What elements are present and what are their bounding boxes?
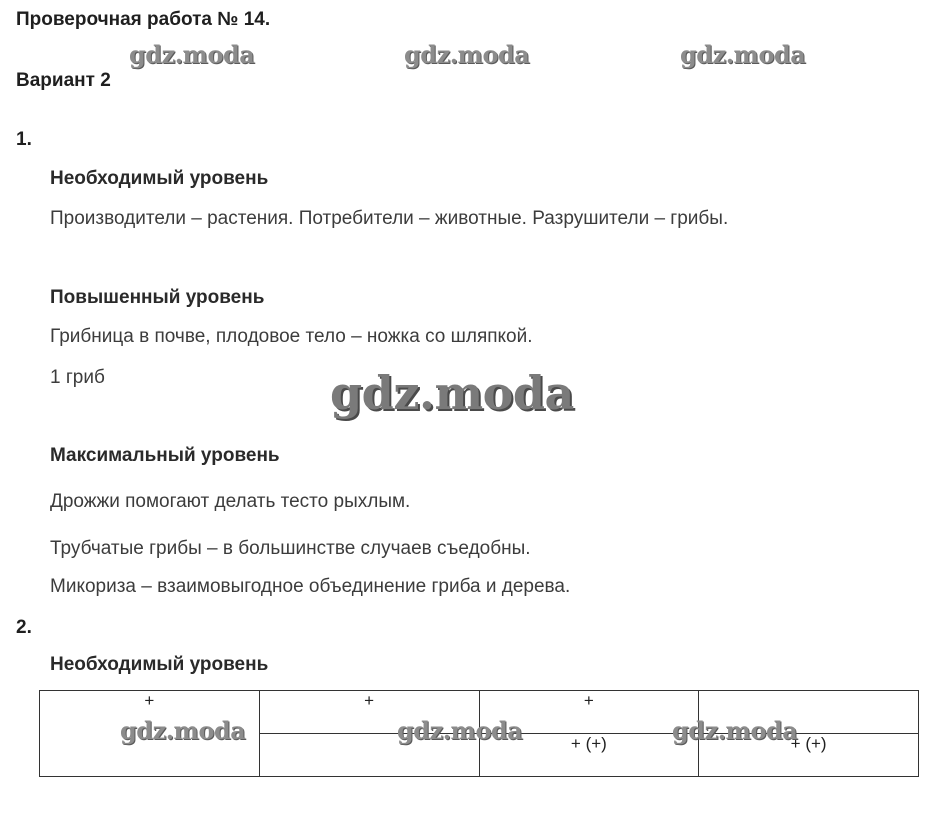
table-cell: + (+) xyxy=(479,734,699,777)
watermark: gdz.moda xyxy=(680,40,806,69)
answer-text: Грибница в почве, плодовое тело – ножка со шляпкой. xyxy=(50,326,533,347)
level-heading: Максимальный уровень xyxy=(50,445,280,466)
variant-label: Вариант 2 xyxy=(16,70,111,91)
table-cell: + xyxy=(479,691,699,734)
watermark: gdz.moda xyxy=(404,40,530,69)
watermark: gdz.moda xyxy=(397,716,523,745)
answer-line: Трубчатые грибы – в большинстве случаев съедобны. xyxy=(50,538,531,559)
table-cell: + xyxy=(259,691,479,734)
task-number: 1. xyxy=(16,129,32,150)
level-heading: Повышенный уровень xyxy=(50,287,265,308)
answer-text: Производители – растения. Потребители – животные. Разрушители – грибы. xyxy=(50,208,729,229)
table-cell: + (+) xyxy=(699,734,919,777)
level-heading: Необходимый уровень xyxy=(50,168,269,189)
watermark: gdz.moda xyxy=(672,716,798,745)
answer-line: Дрожжи помогают делать тесто рыхлым. xyxy=(50,491,411,512)
table-cell: + xyxy=(40,691,260,734)
answer-note: 1 гриб xyxy=(50,367,105,388)
level-heading: Необходимый уровень xyxy=(50,654,269,675)
watermark: gdz.moda xyxy=(120,716,246,745)
watermark: gdz.moda xyxy=(129,40,255,69)
page-title: Проверочная работа № 14. xyxy=(16,9,271,30)
answer-line: Микориза – взаимовыгодное объединение гриба и дерева. xyxy=(50,576,571,597)
watermark: gdz.moda xyxy=(330,366,574,420)
task-number: 2. xyxy=(16,617,32,638)
